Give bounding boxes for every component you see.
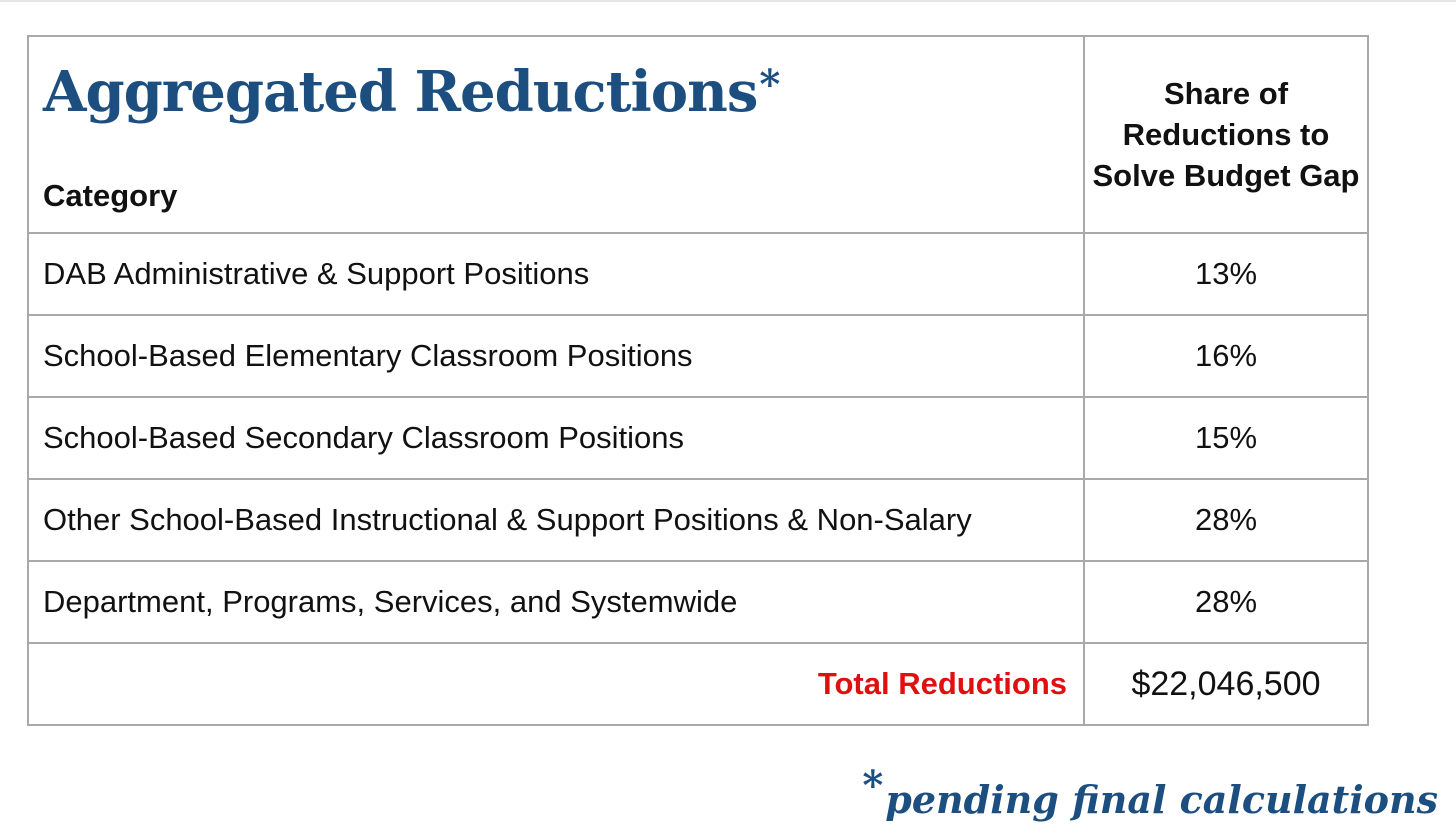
row-share: 28% <box>1084 479 1368 561</box>
total-value: $22,046,500 <box>1084 643 1368 725</box>
total-row <box>28 643 1368 725</box>
table-row <box>28 315 1368 397</box>
row-category: Department, Programs, Services, and Systemwide <box>28 561 1084 643</box>
category-column-header: Category <box>43 178 178 213</box>
page-title <box>43 59 779 125</box>
row-category: School-Based Elementary Classroom Positions <box>28 315 1084 397</box>
table-row <box>28 397 1368 479</box>
table-row <box>28 561 1368 643</box>
table-row <box>28 479 1368 561</box>
title-text: Aggregated Reductions <box>43 59 758 125</box>
row-category: DAB Administrative & Support Positions <box>28 233 1084 315</box>
reductions-table <box>27 35 1369 726</box>
row-share: 13% <box>1084 233 1368 315</box>
header-left-cell <box>28 36 1084 233</box>
row-share: 16% <box>1084 315 1368 397</box>
total-label: Total Reductions <box>28 643 1084 725</box>
share-column-header: Share of Reductions to Solve Budget Gap <box>1084 36 1368 233</box>
table-row <box>28 233 1368 315</box>
row-category: School-Based Secondary Classroom Positions <box>28 397 1084 479</box>
row-share: 15% <box>1084 397 1368 479</box>
top-divider <box>0 0 1456 2</box>
footnote <box>862 762 1438 823</box>
footnote-text: pending final calculations <box>885 777 1438 822</box>
title-asterisk: * <box>759 61 780 108</box>
footnote-asterisk: * <box>862 762 884 809</box>
table-header-row <box>28 36 1368 233</box>
row-category: Other School-Based Instructional & Support Positions & Non-Salary <box>28 479 1084 561</box>
row-share: 28% <box>1084 561 1368 643</box>
